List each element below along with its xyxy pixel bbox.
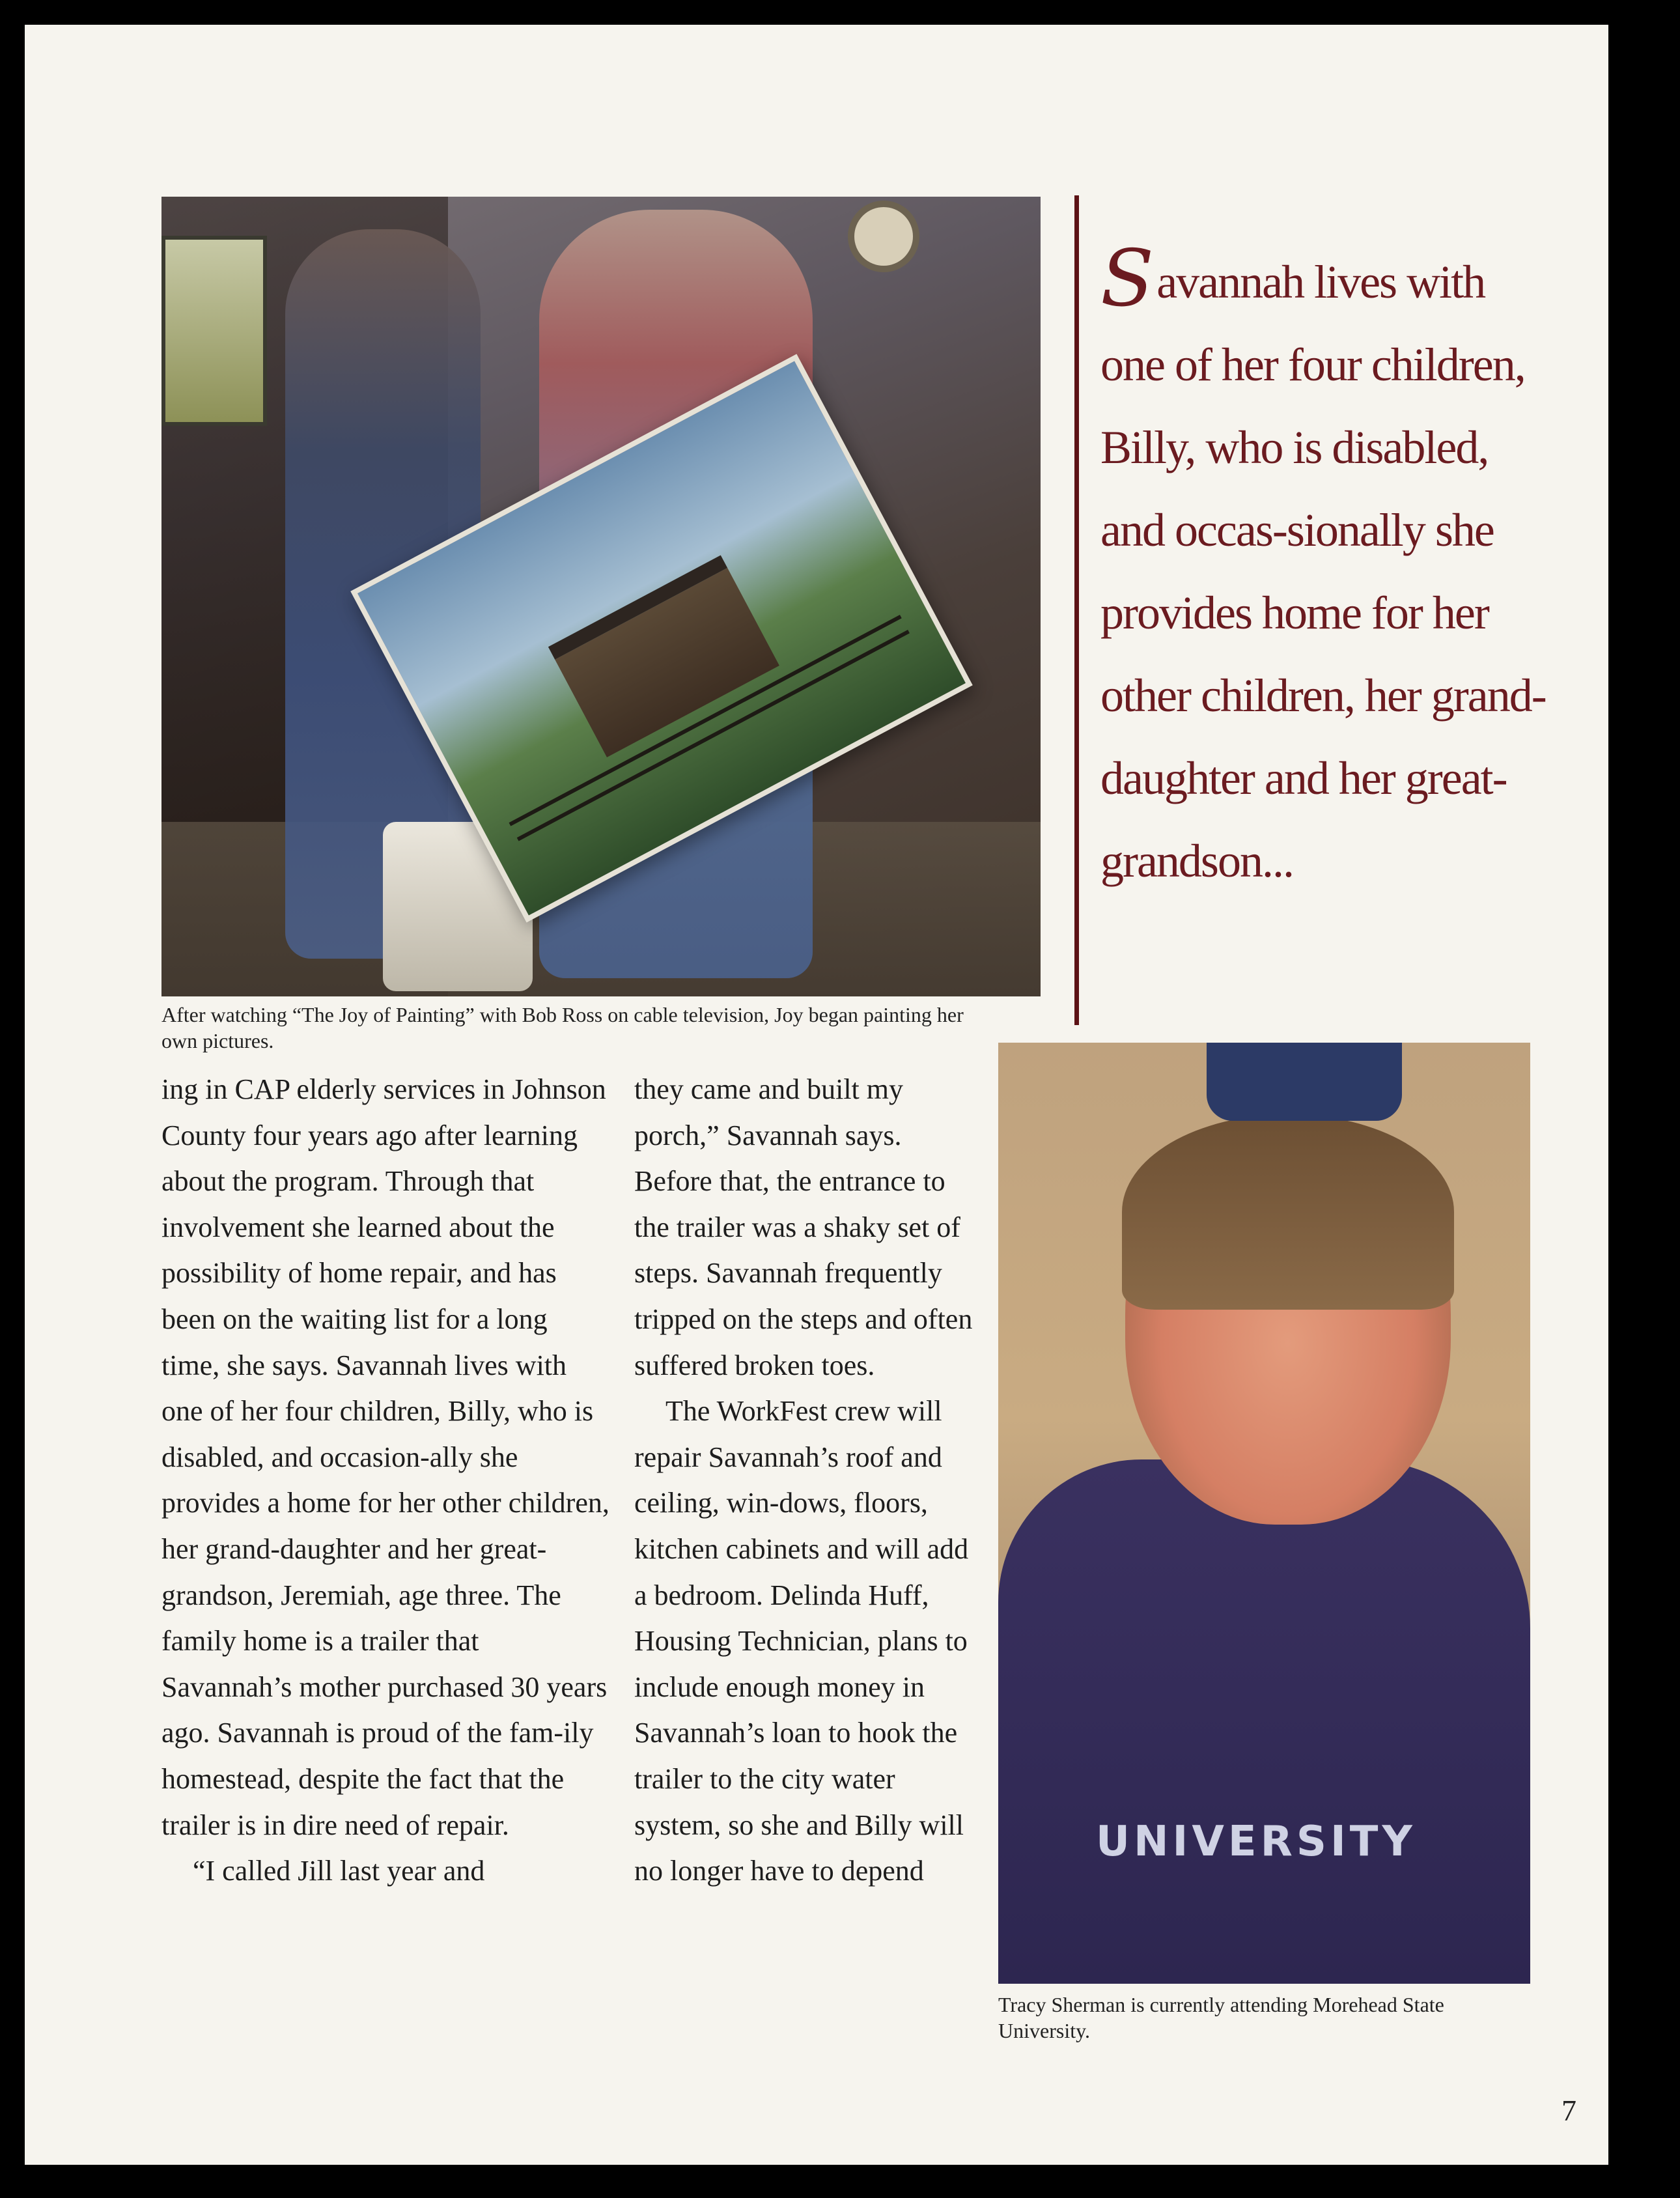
hoodie-lettering: UNIVERSITY [1096, 1818, 1416, 1866]
portrait-hair [1122, 1114, 1454, 1310]
pull-quote [1100, 234, 1556, 903]
wall-clock [848, 201, 919, 272]
portrait-photo [998, 1043, 1530, 1984]
painting-cabin [548, 555, 779, 757]
column2-paragraph-2: The WorkFest crew will repair Savannah’s roof and ceiling, win-dows, floors, kitchen cabinets and will add a bedroom. Delinda Huff, Housing Technician, plans to include enough money in Savannah’s loan to hook the trailer to the city water system, so she and Billy will no longer have to depend [634, 1395, 969, 1887]
photo2-caption: Tracy Sherman is currently attending Morehead State University. [998, 1993, 1444, 2042]
photo1-caption: After watching “The Joy of Painting” with Bob Ross on cable television, Joy began painting her own pictures. [161, 1003, 964, 1052]
portrait-hoodie [998, 1459, 1530, 1984]
body-column-2 [634, 1067, 986, 1895]
painting-photo [161, 197, 1041, 996]
photo-window [161, 236, 267, 426]
body-column-1 [161, 1067, 611, 1895]
pull-quote-text: avannah lives with one of her four children, Billy, who is disabled, and occas-sionally she provides home for her other children, her grand-daughter and her great-grandson... [1100, 256, 1546, 887]
pull-quote-rule [1074, 195, 1079, 1025]
pull-quote-dropcap: S [1100, 234, 1153, 324]
column2-paragraph-1: they came and built my porch,” Savannah says. Before that, the entrance to the trailer was a shaky set of steps. Savannah frequently tripped on the steps and often suffered broken toes. [634, 1073, 973, 1381]
portrait-cap [1207, 1043, 1402, 1121]
column1-paragraph-1: ing in CAP elderly services in Johnson County four years ago after learning about the program. Through that involvement she learned about the possibility of home repair, and has been on the waiting list for a long time, she says. Savannah lives with one of her four children, Billy, who is disabled, and occasion-ally she provides a home for her other children, her grand-daughter and her great-grandson, Jeremiah, age three. The family home is a trailer that Savannah’s mother purchased 30 years ago. Savannah is proud of the fam-ily homestead, despite the fact that the trailer is in dire need of repair. [161, 1073, 609, 1841]
column1-paragraph-2: “I called Jill last year and [193, 1855, 485, 1887]
page-number: 7 [1561, 2094, 1576, 2127]
magazine-page [25, 25, 1608, 2165]
